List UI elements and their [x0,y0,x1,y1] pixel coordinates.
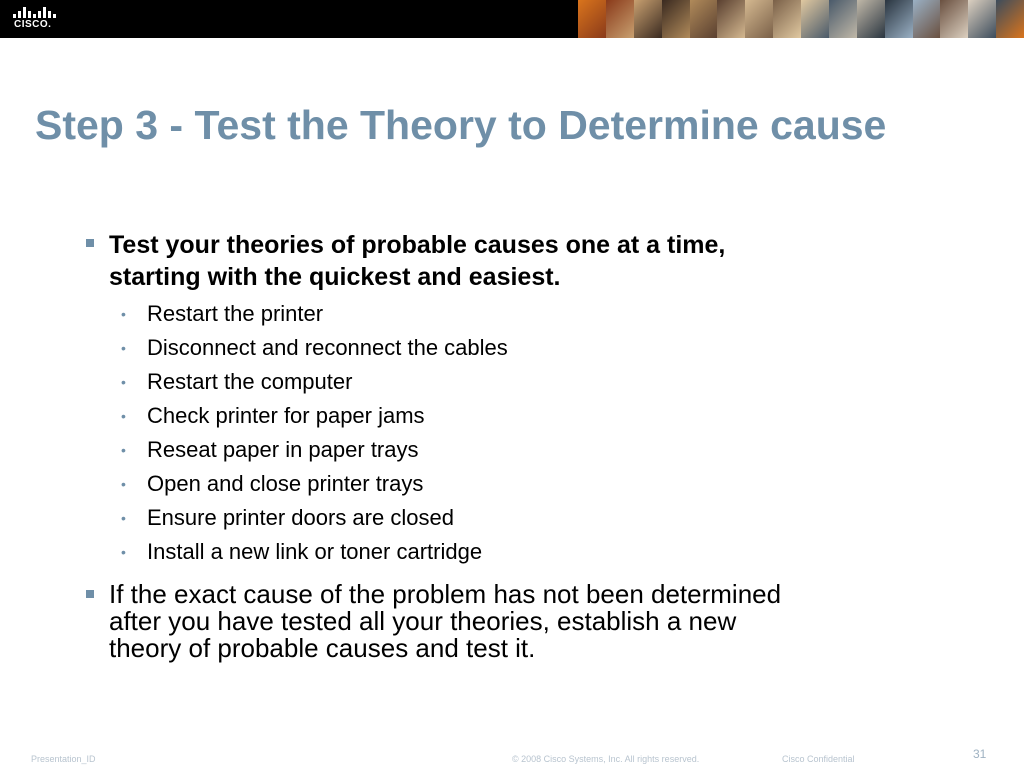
sub-item: Ensure printer doors are closed [147,505,454,530]
dot-bullet-icon: • [121,408,126,424]
footer-presentation-id: Presentation_ID [31,754,96,764]
footer-copyright: © 2008 Cisco Systems, Inc. All rights reserved. [512,754,700,764]
sub-item: Install a new link or toner cartridge [147,539,483,564]
sub-item: Restart the printer [147,301,324,326]
dot-bullet-icon: • [121,340,126,356]
dot-bullet-icon: • [121,442,126,458]
sub-item: Disconnect and reconnect the cables [147,335,508,360]
bullet-2-line-1: If the exact cause of the problem has not been determined [109,579,782,609]
dot-bullet-icon: • [121,306,126,322]
sub-item: Restart the computer [147,369,353,394]
dot-bullet-icon: • [121,476,126,492]
slide-title: Step 3 - Test the Theory to Determine cause [35,102,887,148]
sub-item: Reseat paper in paper trays [147,437,419,462]
sub-item: Check printer for paper jams [147,403,425,428]
bullet-1-line-2: starting with the quickest and easiest. [109,263,561,291]
page-number: 31 [973,747,987,761]
bullet-2-line-2: after you have tested all your theories, establish a new [109,606,737,636]
footer-confidential: Cisco Confidential [782,754,855,764]
dot-bullet-icon: • [121,510,126,526]
dot-bullet-icon: • [121,544,126,560]
square-bullet-icon [86,239,94,247]
sub-item: Open and close printer trays [147,471,424,496]
cisco-logo-text: CISCO. [14,19,52,30]
bullet-1-line-1: Test your theories of probable causes one at a time, [109,231,726,259]
bullet-2-line-3: theory of probable causes and test it. [109,633,536,663]
square-bullet-icon [86,590,94,598]
dot-bullet-icon: • [121,374,126,390]
